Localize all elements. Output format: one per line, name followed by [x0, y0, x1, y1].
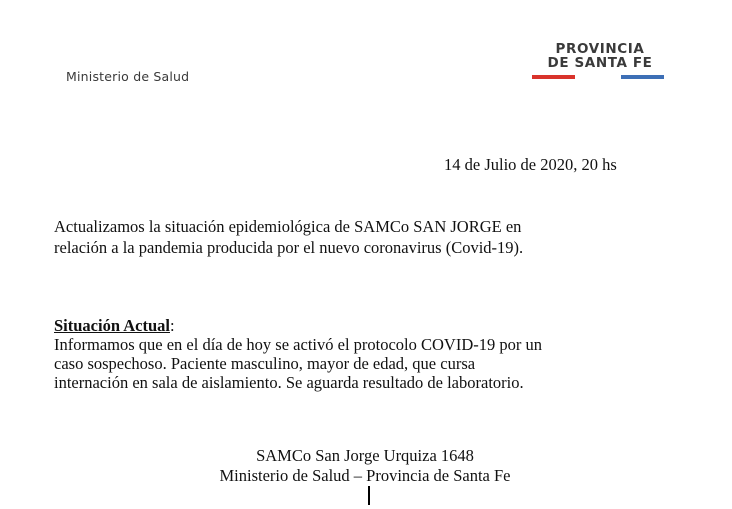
province-logo [532, 42, 668, 81]
logo-line-1: PROVINCIA [555, 41, 645, 57]
logo-red-bar [532, 75, 575, 79]
ministry-label: Ministerio de Salud [66, 69, 190, 84]
text-cursor [368, 486, 370, 505]
situation-heading-colon: : [169, 316, 175, 335]
intro-line: relación a la pandemia producida por el nuevo coronavirus (Covid-19). [54, 238, 524, 257]
situation-section [54, 316, 714, 392]
situation-line: Informamos que en el día de hoy se activó el protocolo COVID-19 por un [54, 335, 542, 354]
situation-line: caso sospechoso. Paciente masculino, mayor de edad, que cursa [54, 354, 476, 373]
intro-line: Actualizamos la situación epidemiológica de SAMCo SAN JORGE en [54, 217, 522, 236]
footer-ministry: Ministerio de Salud – Provincia de Santa Fe [219, 466, 511, 485]
footer-block [100, 446, 630, 486]
logo-line-2: DE SANTA FE [547, 55, 653, 71]
logo-blue-bar [621, 75, 664, 79]
footer-address: SAMCo San Jorge Urquiza 1648 [256, 446, 474, 465]
report-date: 14 de Julio de 2020, 20 hs [444, 155, 617, 174]
situation-line: internación en sala de aislamiento. Se aguarda resultado de laboratorio. [54, 373, 524, 392]
situation-heading-line [54, 316, 714, 335]
logo-color-bars [532, 75, 668, 81]
intro-paragraph [54, 216, 694, 258]
situation-heading: Situación Actual [54, 316, 170, 335]
